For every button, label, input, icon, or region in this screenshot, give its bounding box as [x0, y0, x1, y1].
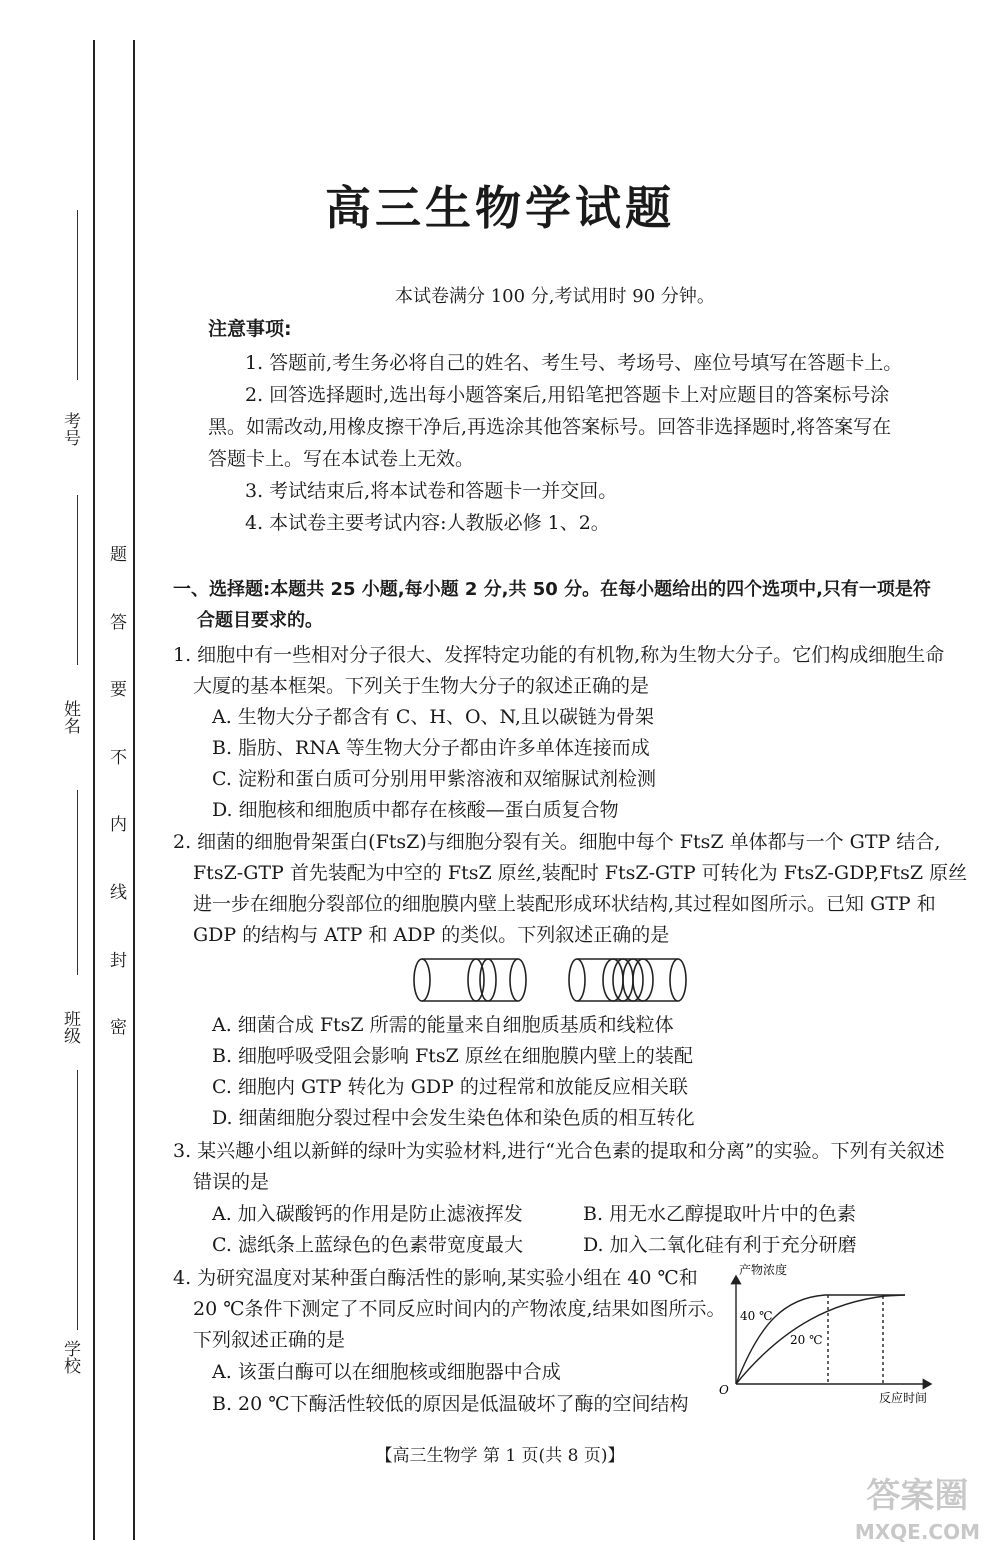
q4-stem: 4. 为研究温度对某种蛋白酶活性的影响,某实验小组在 40 ℃和 [173, 1267, 698, 1289]
seal-char: 密 [106, 1018, 126, 1035]
xuexiao-label: 学校 [60, 1340, 80, 1374]
notice-line: 1. 答题前,考生务必将自己的姓名、考生号、考场号、座位号填写在答题卡上。 [245, 352, 903, 374]
seal-char: 题 [106, 545, 126, 562]
q1-option-c: C. 淀粉和蛋白质可分别用甲紫溶液和双缩脲试剂检测 [212, 768, 656, 790]
banji-label: 班级 [60, 1010, 80, 1044]
seal-char: 封 [106, 951, 126, 968]
hollow-tube-left [414, 959, 526, 1001]
q2-option-b: B. 细胞呼吸受阻会影响 FtsZ 原丝在细胞膜内壁上的装配 [212, 1045, 693, 1067]
seal-char: 答 [106, 613, 126, 630]
q2-option-a: A. 细菌合成 FtsZ 所需的能量来自细胞质基质和线粒体 [212, 1014, 674, 1036]
watermark-text: 答案圈 [866, 1476, 969, 1516]
q2-stem: GDP 的结构与 ATP 和 ADP 的类似。下列叙述正确的是 [193, 924, 670, 946]
ring-tube-right [569, 959, 686, 1001]
q1-option-d: D. 细胞核和细胞质中都存在核酸—蛋白质复合物 [212, 799, 619, 821]
q3-option-d: D. 加入二氧化硅有利于充分研磨 [583, 1234, 857, 1256]
q1-stem: 1. 细胞中有一些相对分子很大、发挥特定功能的有机物,称为生物大分子。它们构成细胞生命 [173, 644, 945, 666]
notice-line: 答题卡上。写在本试卷上无效。 [208, 448, 475, 470]
enzyme-graph [715, 1262, 945, 1417]
seal-char: 要 [106, 680, 126, 697]
q2-option-d: D. 细菌细胞分裂过程中会发生染色体和染色质的相互转化 [212, 1107, 695, 1129]
banji-underline [77, 790, 78, 975]
section-heading: 一、选择题:本题共 25 小题,每小题 2 分,共 50 分。在每小题给出的四个选项中,只有一项是符 [173, 579, 931, 600]
origin-label: O [719, 1383, 729, 1397]
section-heading-cont: 合题目要求的。 [197, 610, 323, 631]
q3-stem: 错误的是 [193, 1171, 270, 1193]
exam-info: 本试卷满分 100 分,考试用时 90 分钟。 [395, 286, 715, 307]
notice-line: 3. 考试结束后,将本试卷和答题卡一并交回。 [245, 480, 618, 502]
q2-stem: FtsZ-GTP 首先装配为中空的 FtsZ 原丝,装配时 FtsZ-GTP 可转化为 FtsZ-GDP,FtsZ 原丝 [193, 862, 968, 884]
x-axis-label: 反应时间 [879, 1391, 928, 1405]
watermark [855, 1478, 980, 1550]
curve-20-label: 20 ℃ [790, 1333, 823, 1347]
xingming-underline [77, 495, 78, 665]
page-title: 高三生物学试题 [325, 181, 675, 235]
y-axis-label: 产物浓度 [739, 1263, 788, 1277]
q3-stem: 3. 某兴趣小组以新鲜的绿叶为实验材料,进行“光合色素的提取和分离”的实验。下列有关叙述 [173, 1140, 945, 1162]
margin-line-outer [93, 40, 95, 1540]
margin-line-inner [133, 40, 135, 1540]
notice-heading: 注意事项: [208, 318, 292, 340]
notice-line: 黑。如需改动,用橡皮擦干净后,再选涂其他答案标号。回答非选择题时,将答案写在 [208, 416, 892, 438]
q3-option-b: B. 用无水乙醇提取叶片中的色素 [583, 1203, 857, 1225]
q4-option-a: A. 该蛋白酶可以在细胞核或细胞器中合成 [212, 1361, 561, 1383]
q4-stem: 下列叙述正确的是 [193, 1329, 346, 1351]
seal-char: 线 [106, 883, 126, 900]
q1-option-b: B. 脂肪、RNA 等生物大分子都由许多单体连接而成 [212, 737, 650, 759]
q2-option-c: C. 细胞内 GTP 转化为 GDP 的过程常和放能反应相关联 [212, 1076, 688, 1098]
curve-40-label: 40 ℃ [740, 1309, 773, 1323]
seal-char: 不 [106, 748, 126, 765]
seal-char: 内 [106, 815, 126, 832]
q4-stem: 20 ℃条件下测定了不同反应时间内的产物浓度,结果如图所示。 [193, 1298, 726, 1320]
xingming-label: 姓名 [60, 700, 80, 734]
q2-stem: 进一步在细胞分裂部位的细胞膜内壁上装配形成环状结构,其过程如图所示。已知 GTP 和 [193, 893, 936, 915]
watermark-url: MXQE.COM [854, 1520, 980, 1544]
q3-option-c: C. 滤纸条上蓝绿色的色素带宽度最大 [212, 1234, 523, 1256]
notice-line: 2. 回答选择题时,选出每小题答案后,用铅笔把答题卡上对应题目的答案标号涂 [245, 384, 890, 406]
q4-option-b: B. 20 ℃下酶活性较低的原因是低温破坏了酶的空间结构 [212, 1393, 689, 1415]
notice-line: 4. 本试卷主要考试内容:人教版必修 1、2。 [245, 512, 610, 534]
q3-option-a: A. 加入碳酸钙的作用是防止滤液挥发 [212, 1203, 523, 1225]
kaohao-label: 考号 [60, 412, 80, 446]
q2-stem: 2. 细菌的细胞骨架蛋白(FtsZ)与细胞分裂有关。细胞中每个 FtsZ 单体都与一个 GTP 结合, [173, 831, 941, 853]
q1-stem: 大厦的基本框架。下列关于生物大分子的叙述正确的是 [193, 675, 650, 697]
ftsz-diagram [410, 953, 695, 1009]
xuexiao-underline [77, 1070, 78, 1330]
q1-option-a: A. 生物大分子都含有 C、H、O、N,且以碳链为骨架 [212, 706, 654, 728]
page-footer: 【高三生物学 第 1 页(共 8 页)】 [375, 1446, 625, 1466]
